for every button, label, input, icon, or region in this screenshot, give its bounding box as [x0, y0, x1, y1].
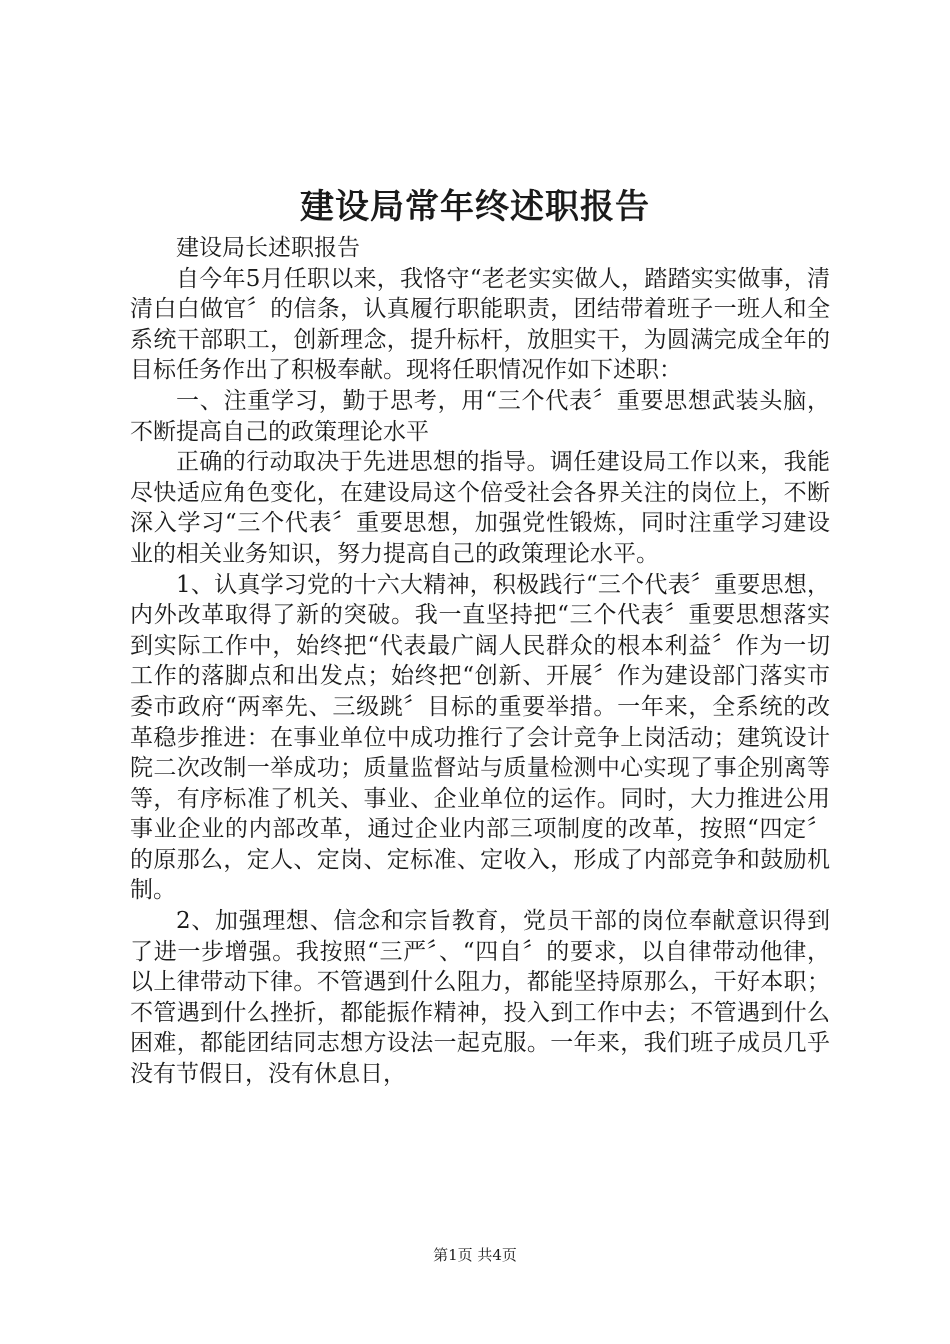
paragraph-subtitle: 建设局长述职报告 [176, 235, 360, 261]
paragraph-item-2: 2、加强理想、信念和宗旨教育，党员干部的岗位奉献意识得到了进一步增强。我按照“三严〞、“四自〞的要求，以自律带动他律，以上律带动下律。不管遇到什么阻力，都能坚持原那么，干好本职；不管遇到什么挫折，都能振作精神，投入到工作中去；不管遇到什么困难，都能团结同志想方设法一起克服。一年来，我们班子成员几乎没有节假日，没有休息日， [130, 908, 830, 1088]
document-body [130, 233, 830, 1090]
document-title: 建设局常年终述职报告 [300, 187, 650, 227]
paragraph-item-1: 1、认真学习党的十六大精神，积极践行“三个代表〞重要思想，内外改革取得了新的突破。我一直坚持把“三个代表〞重要思想落实到实际工作中，始终把“代表最广阔人民群众的根本利益〞作为一切工作的落脚点和出发点；始终把“创新、开展〞作为建设部门落实市委市政府“两率先、三级跳〞目标的重要举措。一年来，全系统的改革稳步推进：在事业单位中成功推行了会计竞争上岗活动；建筑设计院二次改制一举成功；质量监督站与质量检测中心实现了事企别离等等，有序标准了机关、事业、企业单位的运作。同时，大力推进公用事业企业的内部改革，通过企业内部三项制度的改革，按照“四定〞的原那么，定人、定岗、定标准、定收入，形成了内部竞争和鼓励机制。 [130, 571, 830, 904]
page-footer: 第1页 共4页 [433, 1246, 517, 1264]
paragraph-intro: 自今年5月任职以来，我恪守“老老实实做人，踏踏实实做事，清清白白做官〞的信条，认真履行职能职责，团结带着班子一班人和全系统干部职工，创新理念，提升标杆，放胆实干，为圆满完成全年的目标任务作出了积极奉献。现将任职情况作如下述职： [130, 265, 830, 384]
paragraph-body: 正确的行动取决于先进思想的指导。调任建设局工作以来，我能尽快适应角色变化，在建设局这个倍受社会各界关注的岗位上，不断深入学习“三个代表〞重要思想，加强党性锻炼，同时注重学习建设业的相关业务知识，努力提高自己的政策理论水平。 [130, 449, 830, 567]
paragraph-section-heading: 一、注重学习，勤于思考，用“三个代表〞重要思想武装头脑，不断提高自己的政策理论水平 [130, 387, 830, 445]
